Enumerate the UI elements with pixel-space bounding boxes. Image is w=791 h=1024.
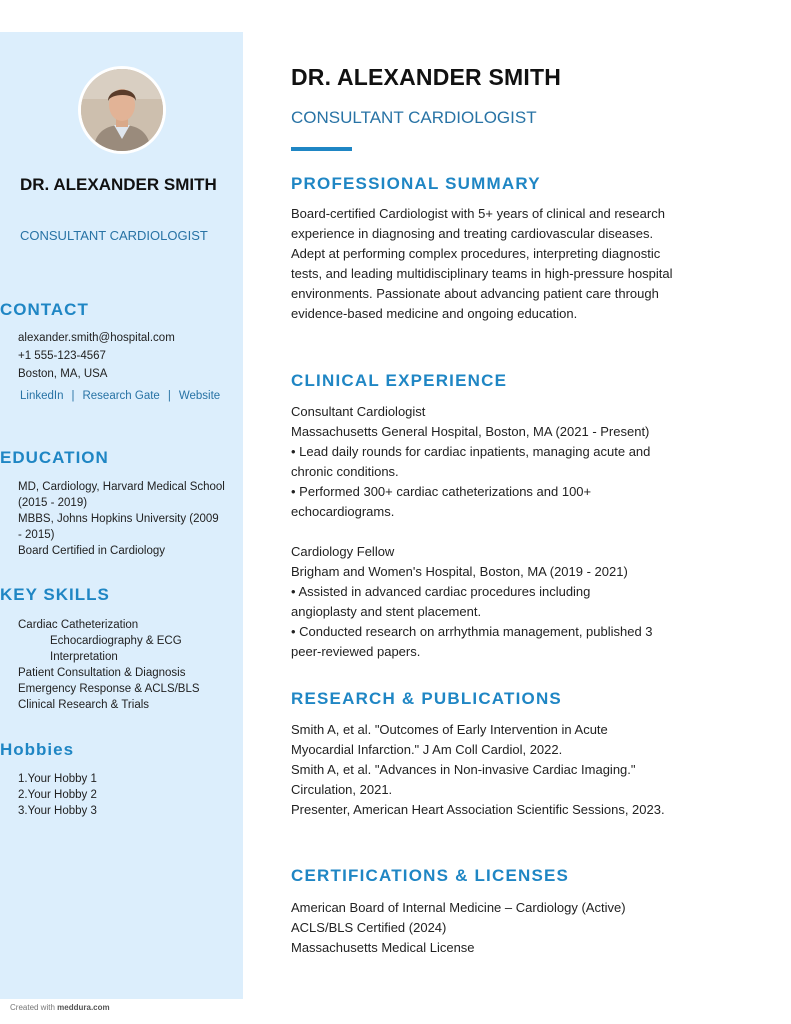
- skill-item: Patient Consultation & Diagnosis: [18, 667, 186, 679]
- website-link[interactable]: Website: [178, 390, 221, 402]
- link-separator: |: [167, 390, 171, 402]
- job-bullet: • Lead daily rounds for cardiac inpatients, managing acute and chronic conditions.: [291, 444, 651, 479]
- certifications-heading: CERTIFICATIONS & LICENSES: [291, 866, 570, 885]
- hobby-item: 2.Your Hobby 2: [18, 789, 97, 801]
- job-bullet: • Conducted research on arrhythmia management, published 3 peer-reviewed papers.: [291, 624, 653, 659]
- education-heading: EDUCATION: [0, 448, 109, 467]
- main-title: CONSULTANT CARDIOLOGIST: [291, 108, 537, 127]
- research-item: Smith A, et al. "Advances in Non-invasive Cardiac Imaging." Circulation, 2021.: [291, 762, 636, 797]
- skill-item: Cardiac Catheterization: [18, 619, 139, 631]
- footer-credit: [10, 1003, 110, 1012]
- skills-heading: KEY SKILLS: [0, 585, 110, 604]
- job-org: Brigham and Women's Hospital, Boston, MA (2019 - 2021): [291, 564, 628, 579]
- contact-location: Boston, MA, USA: [18, 368, 108, 380]
- sidebar-name: DR. ALEXANDER SMITH: [20, 175, 217, 194]
- research-item: Presenter, American Heart Association Scientific Sessions, 2023.: [291, 802, 665, 817]
- hobby-item: 1.Your Hobby 1: [18, 773, 97, 785]
- education-item: Board Certified in Cardiology: [18, 545, 166, 557]
- certification-item: American Board of Internal Medicine – Cardiology (Active): [291, 900, 626, 915]
- research-item: Smith A, et al. "Outcomes of Early Intervention in Acute Myocardial Infarction." J Am Coll Cardiol, 2022.: [291, 722, 608, 757]
- job-bullet: • Assisted in advanced cardiac procedures including angioplasty and stent placement.: [291, 584, 591, 619]
- certification-item: Massachusetts Medical License: [291, 940, 475, 955]
- job-org: Massachusetts General Hospital, Boston, MA (2021 - Present): [291, 424, 650, 439]
- education-item: MBBS, Johns Hopkins University (2009 - 2015): [18, 513, 219, 541]
- research-gate-link[interactable]: Research Gate: [82, 390, 160, 402]
- main-name: DR. ALEXANDER SMITH: [291, 64, 562, 90]
- education-item: MD, Cardiology, Harvard Medical School (2015 - 2019): [18, 481, 225, 509]
- job-bullet: • Performed 300+ cardiac catheterizations and 100+ echocardiograms.: [291, 484, 592, 519]
- title-underline: [291, 147, 352, 151]
- skill-item: Echocardiography & ECG Interpretation: [50, 635, 182, 663]
- linkedin-link[interactable]: LinkedIn: [20, 390, 64, 402]
- profile-photo: [78, 66, 166, 154]
- job-role: Cardiology Fellow: [291, 544, 395, 559]
- footer-brand-link[interactable]: meddura.com: [57, 1003, 110, 1012]
- hobbies-heading: Hobbies: [0, 740, 75, 759]
- skill-item: Emergency Response & ACLS/BLS: [18, 683, 200, 695]
- contact-heading: CONTACT: [0, 300, 89, 319]
- contact-phone: +1 555-123-4567: [18, 350, 106, 362]
- hobby-item: 3.Your Hobby 3: [18, 805, 97, 817]
- contact-email: alexander.smith@hospital.com: [18, 332, 175, 344]
- skill-item: Clinical Research & Trials: [18, 699, 150, 711]
- certification-item: ACLS/BLS Certified (2024): [291, 920, 447, 935]
- contact-links: [20, 389, 223, 404]
- summary-text: Board-certified Cardiologist with 5+ years of clinical and research experience in diagnosing and treating cardiovascular diseases. Adept at performing complex procedures, interpreting diagnostic tests, and leading multidisciplinary teams in high-pressure hospital environments. Passionate about advancing patient care through evidence-based medicine and ongoing education.: [291, 206, 673, 321]
- footer-prefix: Created with: [10, 1003, 55, 1012]
- sidebar-title: CONSULTANT CARDIOLOGIST: [20, 228, 208, 243]
- job-role: Consultant Cardiologist: [291, 404, 426, 419]
- summary-heading: PROFESSIONAL SUMMARY: [291, 174, 541, 193]
- experience-heading: CLINICAL EXPERIENCE: [291, 371, 508, 390]
- link-separator: |: [71, 390, 75, 402]
- research-heading: RESEARCH & PUBLICATIONS: [291, 689, 562, 708]
